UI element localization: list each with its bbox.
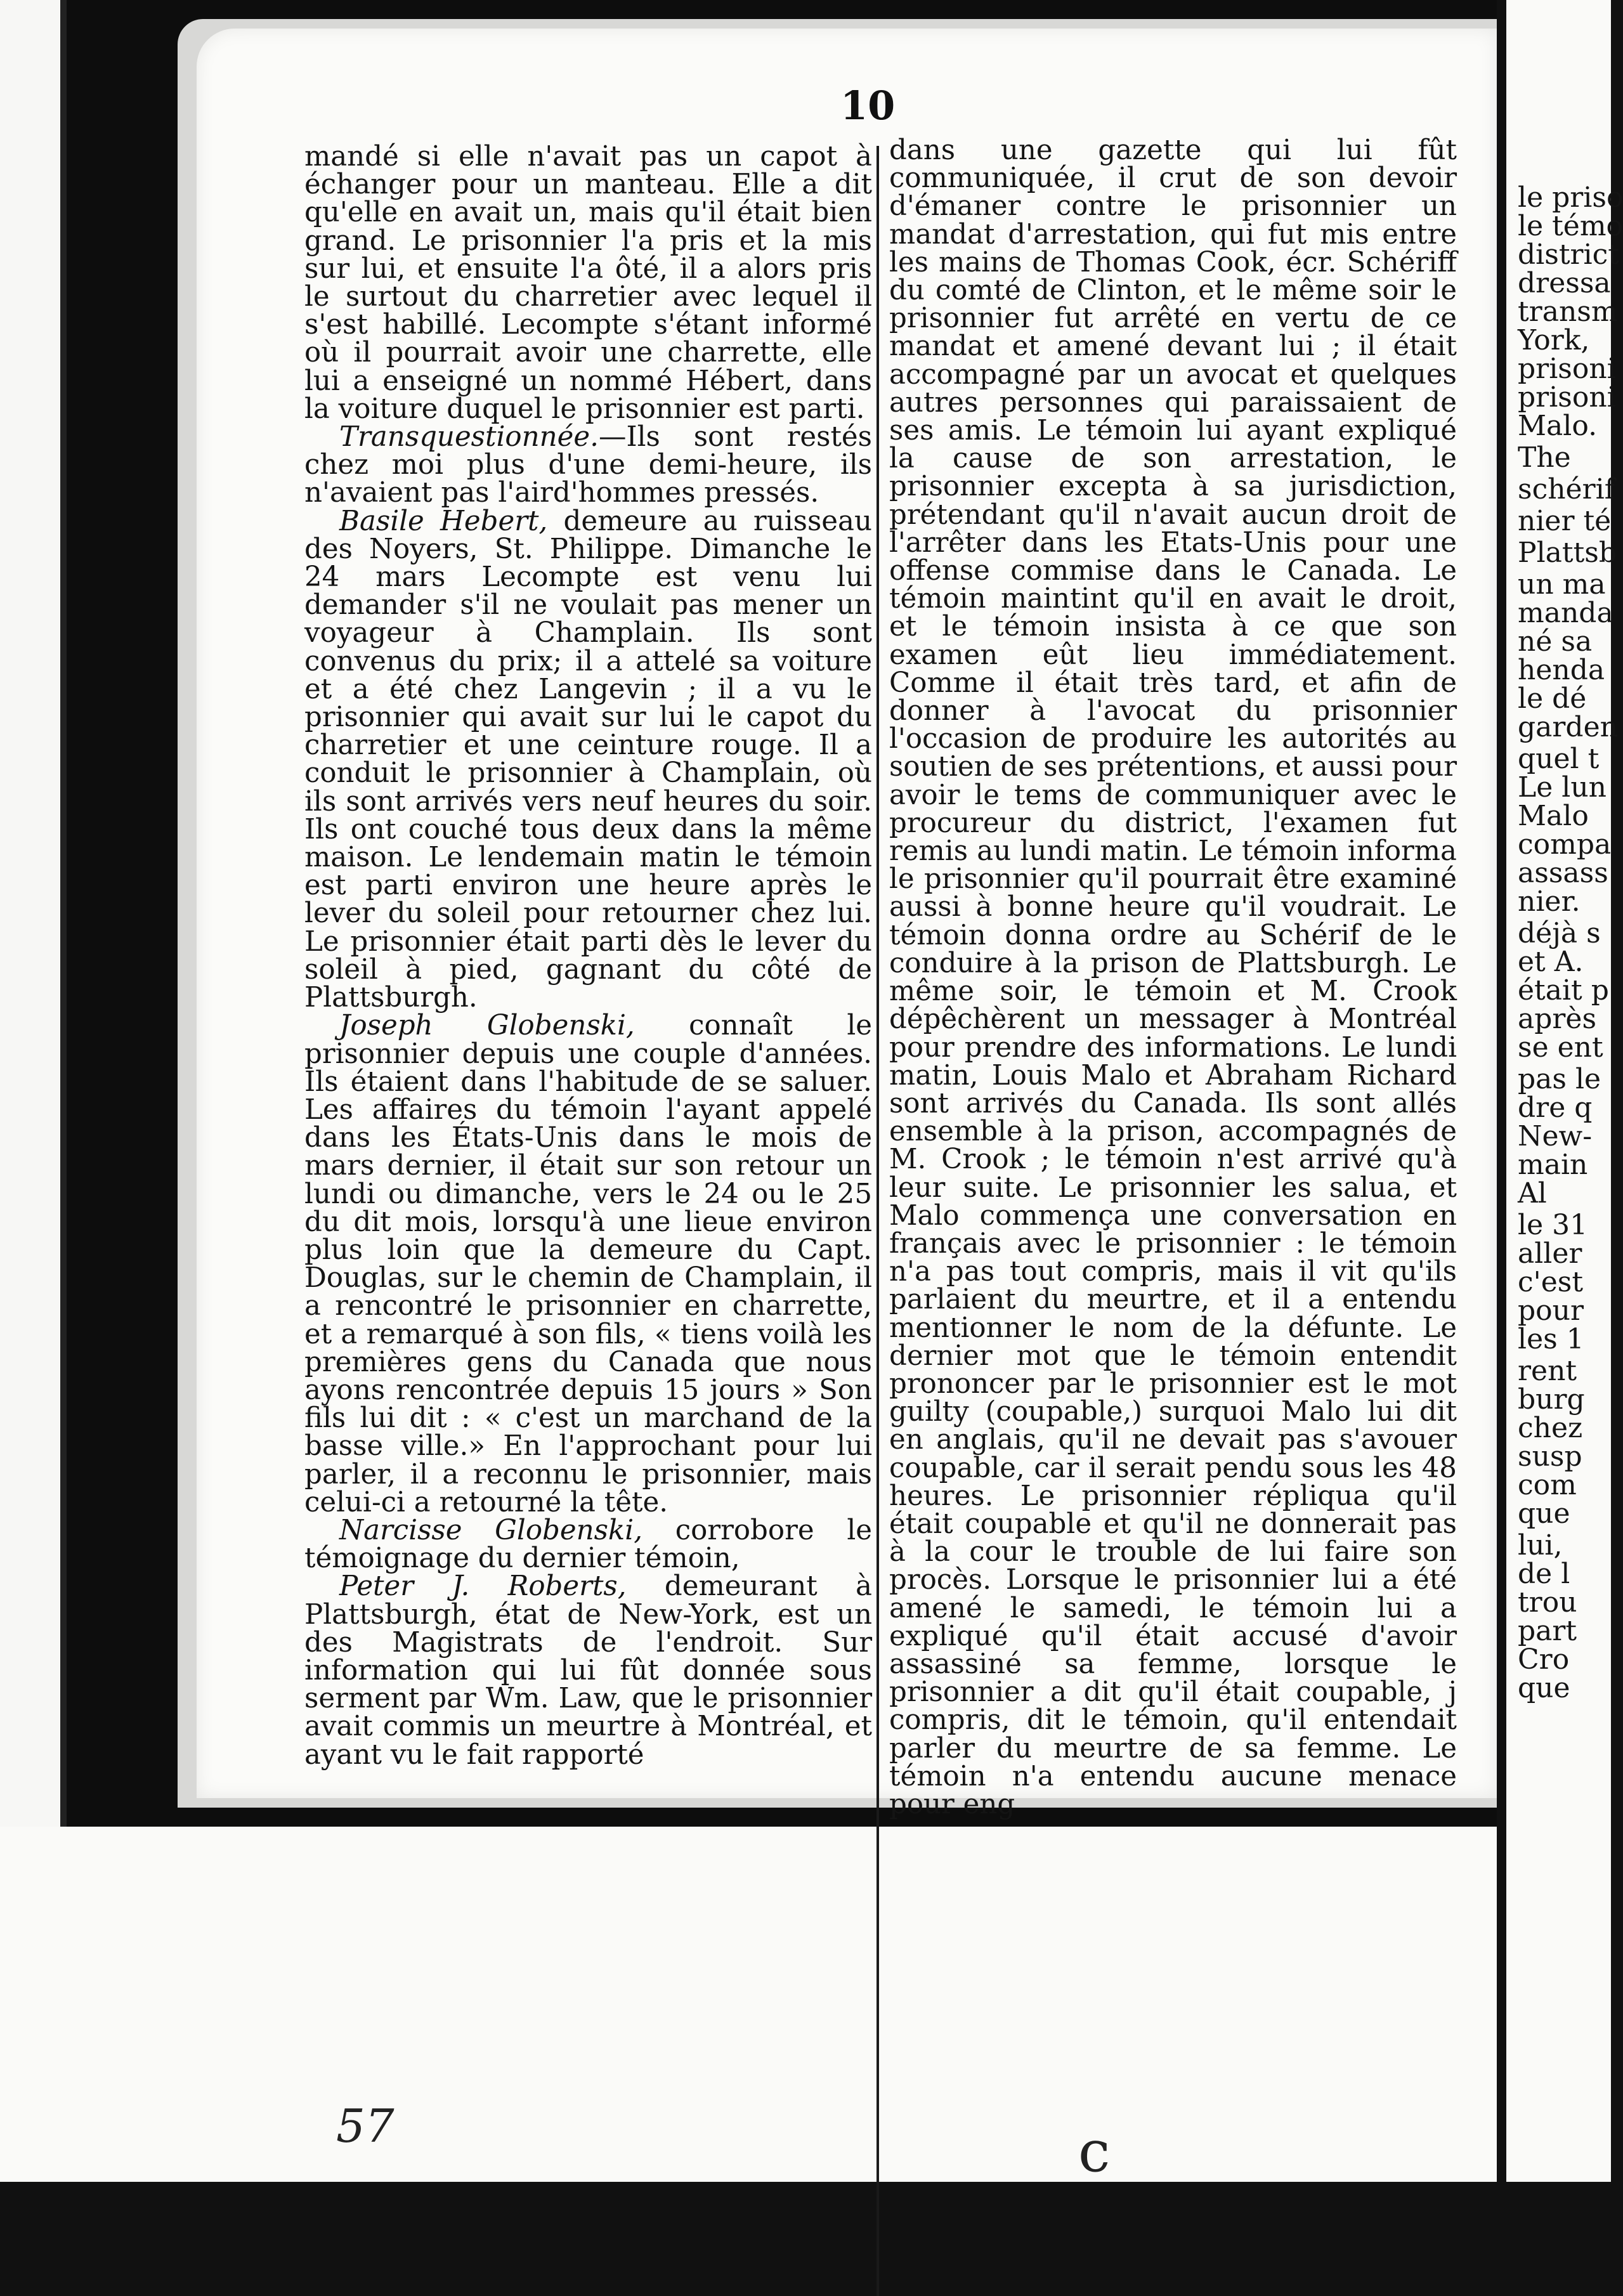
facing-page-text-fragment: que: [1518, 1497, 1570, 1530]
facing-page-text-fragment: Malo.: [1518, 410, 1598, 442]
facing-page-text-fragment: nier té: [1518, 505, 1612, 537]
facing-page-text-fragment: aller: [1518, 1237, 1582, 1270]
facing-page-text-fragment: pas le: [1518, 1063, 1601, 1095]
facing-page-text-fragment: pour: [1518, 1295, 1584, 1327]
facing-page-text-fragment: dre q: [1518, 1092, 1593, 1124]
facing-page-text-fragment: transm: [1518, 296, 1618, 328]
handwritten-note: 57: [336, 2099, 394, 2153]
facing-page-text-fragment: se ent: [1518, 1031, 1603, 1064]
facing-page-text-fragment: assass: [1518, 857, 1608, 889]
facing-page-text-fragment: New-: [1518, 1120, 1593, 1152]
facing-page-text-fragment: Cro: [1518, 1643, 1570, 1676]
right-text-column: [889, 136, 1457, 1818]
facing-page-text-fragment: Al: [1518, 1177, 1547, 1210]
witness-name: Peter J. Roberts,: [339, 1570, 627, 1603]
facing-page-text-fragment: quel t: [1518, 743, 1600, 775]
paragraph-text: mandé si elle n'avait pas un capot à échanger pour un manteau. Elle a dit qu'elle en avait un, mais qu'il était bien grand. Le prisonnier l'a pris et la mis sur lui, et ensuite l'a ôté, il a alors pris le surtout du charretier avec lequel il s'est habillé. Lecompte s'étant informé où il pourrait avoir une charrette, elle lui a enseigné un nommé Hébert, dans la voiture duquel le prisonnier est parti.: [304, 141, 872, 425]
facing-page-text-fragment: rent: [1518, 1355, 1577, 1387]
facing-page-text-fragment: que: [1518, 1672, 1570, 1704]
paragraph-text: demeure au ruisseau des Noyers, St. Philippe. Dimanche le 24 mars Lecompte est venu lui demander s'il ne voulait pas mener un voyageur à Champlain. Ils sont convenus du prix; il a attelé sa voiture et a été chez Langevin ; il a vu le prisonnier qui avait sur lui le capot du charretier et une ceinture rouge. Il a conduit le prisonnier à Champlain, où ils sont arrivés vers neuf heures du soir. Ils ont couché tous deux dans la même maison. Le lendemain matin le témoin est parti environ une heure après le lever du soleil pour retourner chez lui. Le prisonnier était parti dès le lever du soleil à pied, gagnant du côté de Plattsburgh.: [304, 505, 872, 1014]
facing-page-text-fragment: prisoni: [1518, 381, 1616, 414]
facing-page-text-fragment: chez: [1518, 1412, 1583, 1444]
facing-page-text-fragment: le témo: [1518, 210, 1623, 242]
paragraph-text: corrobore le témoignage du dernier témoin,: [304, 1514, 872, 1575]
column-divider: [877, 146, 879, 2296]
facing-page-text-fragment: compa: [1518, 828, 1612, 861]
left-column-paragraph: [304, 1570, 872, 1771]
facing-page-text-fragment: nier.: [1518, 885, 1581, 918]
facing-page-text-fragment: district: [1518, 238, 1619, 271]
facing-page-fragment: [1506, 0, 1623, 2182]
paragraph-text: demeurant à Plattsburgh, état de New-York, est un des Magistrats de l'endroit. Sur information qui lui fût donnée sous serment par Wm. Law, que le prisonnier avait commis un meurtre à Montréal, et ayant vu le fait rapporté: [304, 1570, 872, 1771]
facing-page-text-fragment: main: [1518, 1149, 1588, 1181]
facing-page-text-fragment: schérif: [1518, 473, 1615, 506]
facing-page-text-fragment: Plattsb: [1518, 537, 1617, 569]
facing-page-text-fragment: The: [1518, 441, 1571, 474]
facing-page-text-fragment: prisoni: [1518, 353, 1616, 385]
witness-name: Basile Hebert,: [339, 505, 548, 537]
facing-page-text-fragment: le 31: [1518, 1209, 1588, 1241]
facing-page-text-fragment: les 1: [1518, 1323, 1584, 1355]
left-column-paragraph: [304, 507, 872, 1012]
bottom-scan-area: [0, 1827, 1611, 2182]
facing-page-text-fragment: déjà s: [1518, 917, 1601, 949]
left-column-paragraph: [304, 143, 872, 423]
left-column-paragraph: [304, 1012, 872, 1517]
left-text-column: [304, 143, 872, 1769]
witness-name: Joseph Globenski,: [339, 1010, 635, 1042]
witness-name: Transquestionnée.: [339, 421, 599, 453]
facing-page-text-fragment: part: [1518, 1615, 1577, 1647]
facing-page-text-fragment: York,: [1518, 324, 1590, 356]
facing-page-text-fragment: Malo: [1518, 800, 1589, 832]
witness-name: Narcisse Globenski,: [339, 1514, 643, 1546]
right-column-paragraph: [889, 136, 1457, 1818]
facing-page-text-fragment: burg: [1518, 1383, 1585, 1416]
handwritten-mark: c: [1078, 2118, 1111, 2185]
facing-page-text-fragment: et A.: [1518, 946, 1584, 978]
facing-page-text-fragment: Le lun: [1518, 771, 1607, 804]
facing-page-text-fragment: dressa: [1518, 267, 1611, 299]
facing-page-text-fragment: trou: [1518, 1586, 1577, 1619]
facing-page-text-fragment: le dé: [1518, 682, 1587, 715]
facing-page-text-fragment: était p: [1518, 974, 1609, 1007]
facing-page-text-fragment: le priso: [1518, 181, 1623, 214]
left-column-paragraph: [304, 1514, 872, 1575]
facing-page-text-fragment: après: [1518, 1003, 1597, 1035]
facing-page-text-fragment: com: [1518, 1469, 1577, 1501]
facing-page-text-fragment: né sa: [1518, 625, 1593, 658]
facing-page-text-fragment: garden: [1518, 711, 1618, 743]
facing-page-text-fragment: lui,: [1518, 1529, 1563, 1562]
facing-page-text-fragment: de l: [1518, 1558, 1570, 1590]
facing-page-text-fragment: manda: [1518, 597, 1613, 629]
paragraph-text: connaît le prisonnier depuis une couple d'années. Ils étaient dans l'habitude de se saluer. Les affaires du témoin l'ayant appelé dans les États-Unis dans le mois de mars dernier, il était sur son retour un lundi ou dimanche, vers le 24 ou le 25 du dit mois, lorsqu'à une lieue environ plus loin que la demeure du Capt. Douglas, sur le chemin de Champlain, il a rencontré le prisonnier en charrette, et a remarqué à son fils, « tiens voilà les premières gens du Canada que nous ayons rencontrée depuis 15 jours » Son fils lui dit : « c'est un marchand de la basse ville.» En l'approchant pour lui parler, il a reconnu le prisonnier, mais celui-ci a retourné la tête.: [304, 1010, 872, 1518]
facing-page-text-fragment: c'est: [1518, 1266, 1584, 1298]
paragraph-text: dans une gazette qui lui fût communiquée, il crut de son devoir d'émaner contre le prisonnier un mandat d'arrestation, qui fut mis entre les mains de Thomas Cook, écr. Schériff du comté de Clinton, et le même soir le prisonnier fut arrêté en vertu de ce mandat et amené devant lui ; il était accompagné par un avocat et quelques autres personnes qui paraissaient de ses amis. Le témoin lui ayant expliqué la cause de son arrestation, le prisonnier excepta à sa jurisdiction, prétendant qu'il n'avait aucun droit de l'arrêter dans les Etats-Unis pour une offense commise dans le Canada. Le témoin maintint qu'il en avait le droit, et le témoin insista à ce que son examen eût lieu immédiatement. Comme il était très tard, et afin de donner à l'avocat du prisonnier l'occasion de produire les autorités au soutien de ses prétentions, et aussi pour avoir le tems de communiquer avec le procureur du district, l'examen fut remis au lundi matin. Le témoin informa le prisonnier qu'il pourrait être examiné aussi à bonne heure qu'il voudrait. Le témoin donna ordre au Schérif de le conduire à la prison de Plattsburgh. Le même soir, le témoin et M. Crook dépêchèrent un messager à Montréal pour prendre des informations. Le lundi matin, Louis Malo et Abraham Richard sont arrivés du Canada. Ils sont allés ensemble à la prison, accompagnés de M. Crook ; le témoin n'est arrivé qu'à leur suite. Le prisonnier les salua, et Malo commença une conversation en français avec le prisonnier : le témoin n'a pas tout compris, mais il vit qu'ils parlaient du meurtre, et il a entendu mentionner le nom de la défunte. Le dernier mot que le témoin entendit prononcer par le prisonnier est le mot guilty (coupable,) surquoi Malo lui dit en anglais, qu'il ne devait pas s'avouer coupable, car il serait pendu sous les 48 heures. Le prisonnier répliqua qu'il était coupable et qu'il ne donnerait pas à la cour le trouble de lui faire son procès. Lorsque le prisonnier lui a été amené le samedi, le témoin lui a expliqué qu'il était accusé d'avoir assassiné sa femme, lorsque le prisonnier a dit qu'il était coupable, j compris, dit le témoin, qu'il entendait parler du meurtre de sa femme. Le témoin n'a entendu aucune menace pour eng: [889, 134, 1457, 1820]
facing-page-text-fragment: henda: [1518, 654, 1605, 686]
facing-page-text-fragment: susp: [1518, 1440, 1582, 1473]
facing-page-text-fragment: un ma: [1518, 568, 1606, 601]
left-column-paragraph: [304, 423, 872, 507]
page-number: 10: [840, 82, 896, 129]
paragraph-text: —Ils sont restés chez moi plus d'une demi-heure, ils n'avaient pas l'aird'hommes pressés.: [304, 421, 872, 509]
